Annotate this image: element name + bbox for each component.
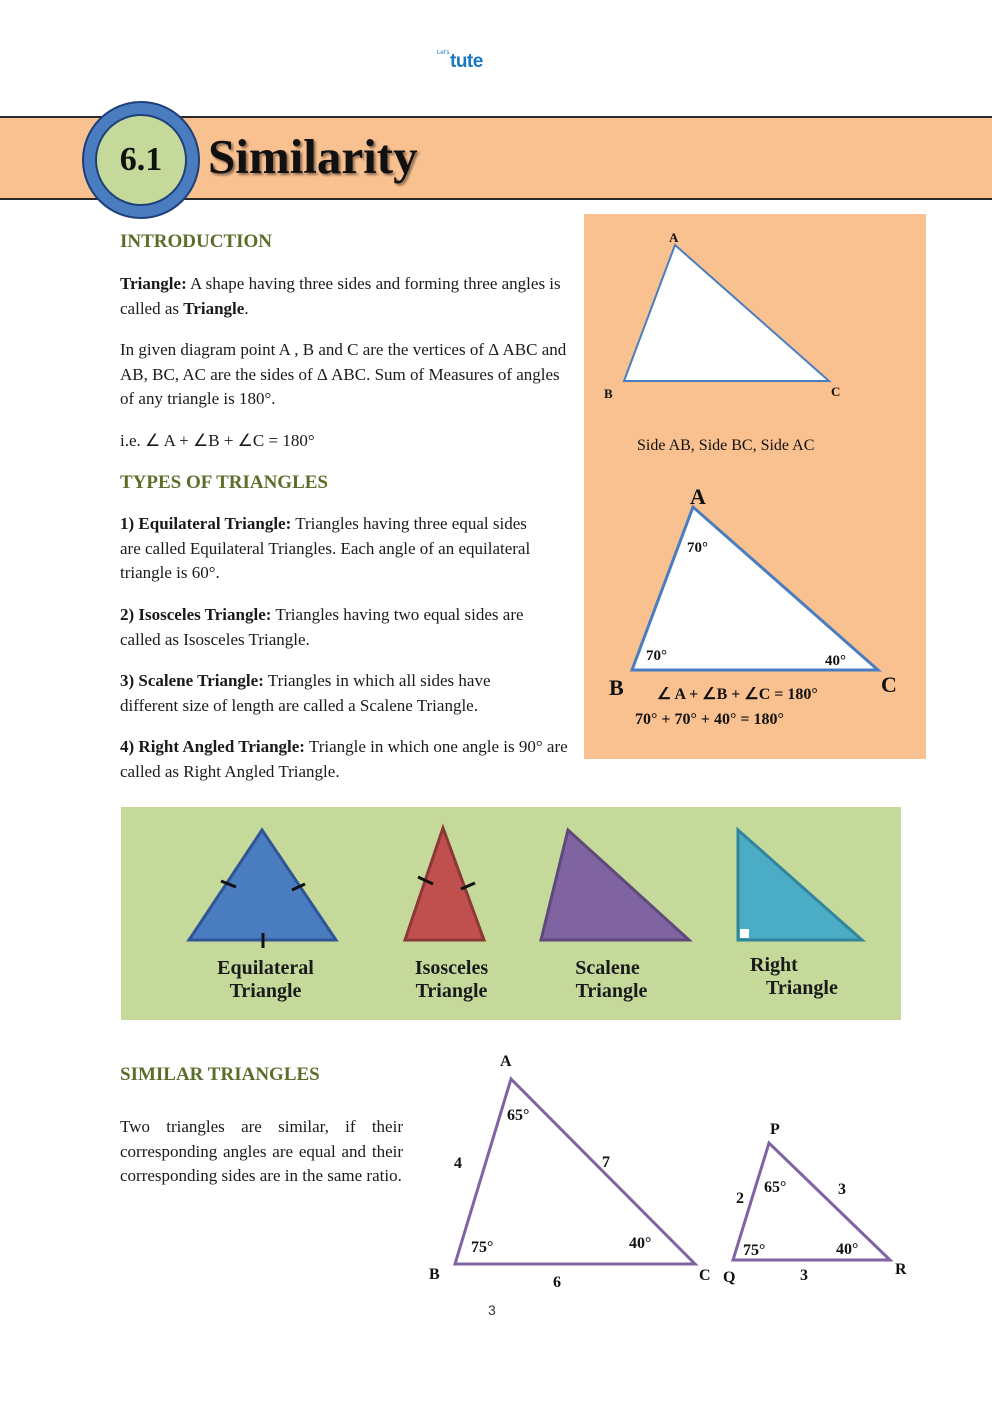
similar-heading: SIMILAR TRIANGLES [120, 1064, 320, 1085]
equilateral-label [193, 957, 338, 1003]
vertex-c-label-large: C [881, 672, 897, 697]
vertex-p: P [770, 1121, 780, 1138]
type-text: Triangles having two equal sides are called as Isosceles Triangle. [120, 605, 524, 649]
right-label [734, 954, 879, 1000]
type-scalene [120, 669, 542, 718]
intro-heading: INTRODUCTION [120, 231, 273, 252]
vertex-b: B [429, 1266, 440, 1283]
side-qr: 3 [800, 1267, 808, 1284]
type-isosceles [120, 603, 552, 652]
equilateral-triangle-shape [189, 830, 336, 940]
type-right-angled [120, 735, 572, 784]
label-line-2: Triangle [415, 980, 488, 1002]
angle-c: 40° [629, 1235, 652, 1252]
triangle-abc-angles-outline [632, 507, 878, 670]
angle-c-label: 40° [825, 653, 846, 669]
vertex-q: Q [723, 1269, 736, 1286]
triangle-diagram-panel [584, 214, 926, 759]
label-line-1: Scalene [575, 957, 640, 979]
side-pq: 2 [736, 1190, 744, 1207]
label-line-2: Triangle [229, 980, 302, 1002]
triangle-term-2: Triangle [183, 298, 245, 318]
angle-sum-equation-2: 70° + 70° + 40° = 180° [635, 711, 784, 728]
triangle-abc-similar [455, 1079, 695, 1264]
triangle-diagrams [584, 214, 926, 759]
type-term: 1) Equilateral Triangle: [120, 514, 292, 533]
triangle-definition [120, 272, 565, 321]
angle-q: 75° [743, 1242, 766, 1259]
triangle-def-end: . [244, 298, 249, 318]
logo [437, 50, 497, 74]
type-equilateral [120, 512, 548, 586]
isosceles-label [379, 957, 524, 1003]
angle-b-label: 70° [646, 648, 667, 664]
logo-main-text: tute [450, 51, 483, 72]
label-line-1: Isosceles [414, 957, 489, 979]
scalene-label [539, 957, 684, 1003]
vertices-paragraph: In given diagram point A , B and C are the vertices of Δ ABC and AB, BC, AC are the sides of Δ ABC. Sum of Measures of angles of any triangle is 180°. [120, 340, 567, 408]
angle-p: 65° [764, 1179, 787, 1196]
angle-sum-equation: i.e. ∠ A + ∠B + ∠C = 180° [120, 431, 315, 450]
chapter-title: Similarity [208, 129, 418, 184]
vertex-a-label: A [669, 230, 679, 245]
type-text: Triangles in which all sides have different size of length are called a Scalene Triangle. [120, 671, 491, 715]
label-line-2: Triangle [575, 980, 648, 1002]
triangle-types-panel [121, 807, 901, 1020]
side-pr: 3 [838, 1181, 846, 1198]
label-line-1: Right [750, 954, 798, 976]
right-angle-mark [740, 929, 749, 938]
angle-a-label: 70° [687, 540, 708, 556]
angle-r: 40° [836, 1241, 859, 1258]
vertex-c: C [699, 1267, 711, 1284]
vertex-b-label: B [604, 386, 613, 401]
vertex-a-label-large: A [690, 484, 706, 509]
vertex-r: R [895, 1261, 907, 1278]
vertex-b-label-large: B [609, 675, 624, 700]
label-line-2: Triangle [766, 977, 838, 999]
vertex-c-label: C [831, 384, 841, 399]
similar-definition: Two triangles are similar, if their corresponding angles are equal and their corresponding sides are in the same ratio. [120, 1117, 403, 1185]
side-ac: 7 [602, 1154, 610, 1171]
sides-caption: Side AB, Side BC, Side AC [637, 437, 815, 454]
type-term: 2) Isosceles Triangle: [120, 605, 272, 624]
triangle-abc-outline [624, 245, 829, 381]
similar-triangles-diagram [415, 1040, 935, 1300]
type-text: Triangles having three equal sides are called Equilateral Triangles. Each angle of an equilateral triangle is 60°. [120, 514, 531, 582]
type-text: Triangle in which one angle is 90° are called as Right Angled Triangle. [120, 737, 568, 781]
chapter-number: 6.1 [119, 141, 163, 178]
side-ab: 4 [454, 1155, 462, 1172]
logo-small-text: Let's [437, 50, 450, 56]
type-term: 3) Scalene Triangle: [120, 671, 264, 690]
angle-a: 65° [507, 1107, 530, 1124]
page-number: 3 [488, 1302, 496, 1318]
scalene-triangle-shape [541, 830, 689, 940]
right-triangle-shape [738, 830, 862, 940]
vertex-a: A [500, 1053, 512, 1070]
side-bc: 6 [553, 1274, 561, 1291]
angle-sum-equation-1: ∠ A + ∠B + ∠C = 180° [657, 686, 818, 703]
triangle-term: Triangle: [120, 274, 187, 293]
angle-b: 75° [471, 1239, 494, 1256]
label-line-1: Equilateral [217, 957, 314, 979]
triangle-def-text: A shape having three sides and forming three angles is called as [120, 274, 561, 318]
type-term: 4) Right Angled Triangle: [120, 737, 305, 756]
types-heading: TYPES OF TRIANGLES [120, 472, 328, 493]
